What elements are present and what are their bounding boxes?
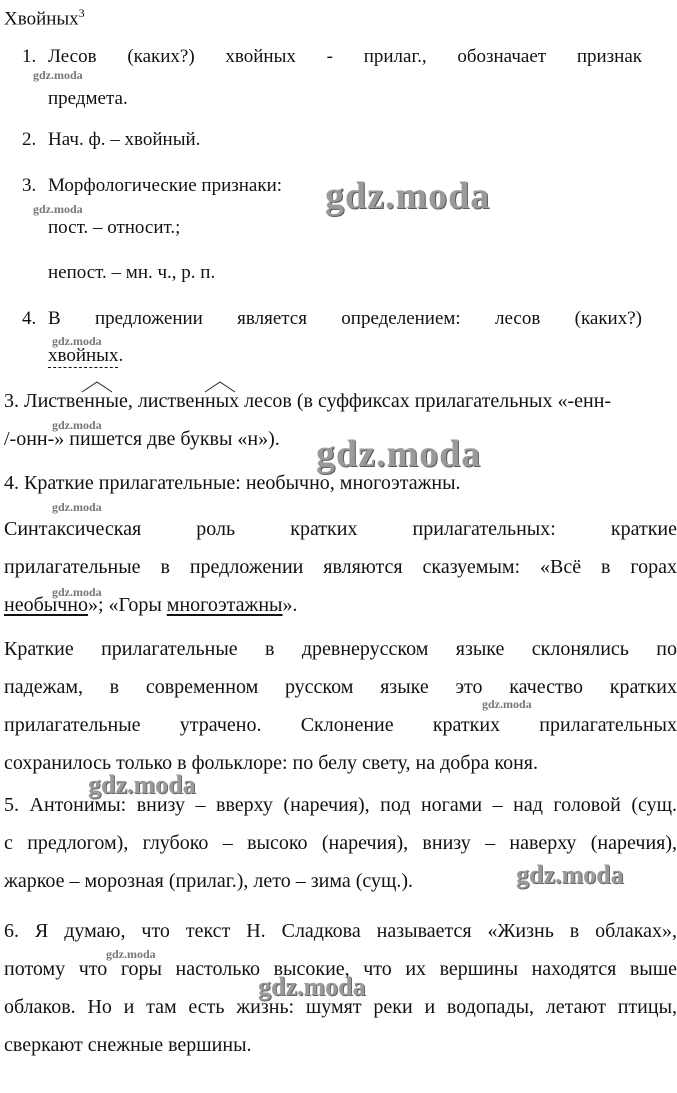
watermark-small-2: gdz.moda (33, 202, 83, 216)
watermark-small-7: gdz.moda (482, 697, 532, 711)
title-word: Хвойных (4, 8, 79, 30)
analysis-item-1 (22, 46, 642, 68)
suffix-mark-2 (205, 382, 235, 392)
definition-word: хвойных (48, 345, 119, 366)
analysis-item-4 (22, 308, 642, 330)
history-line-3: прилагательные утрачено. Склонение кратких прилагательных (4, 714, 677, 736)
watermark-large-1: gdz.moda (325, 175, 491, 217)
syntax-line-2: прилагательные в предложении являются сказуемым: «Всё в горах (4, 556, 677, 578)
watermark-small-5: gdz.moda (52, 500, 102, 514)
task-3-line-2: /-онн-» пишется две буквы «н»). (4, 428, 280, 450)
watermark-large-2: gdz.moda (316, 433, 482, 475)
history-paragraph (4, 630, 677, 782)
analysis-item-3: 3. Морфологические признаки: (22, 175, 283, 196)
watermark-small-4: gdz.moda (52, 418, 102, 432)
watermark-medium-3: gdz.moda (258, 972, 366, 1001)
footnote-mark: 3 (78, 6, 85, 20)
section-title (4, 2, 85, 30)
watermark-small-6: gdz.moda (52, 585, 102, 599)
task-3-line-1: 3. Лиственные, лиственных лесов (в суффиксах прилагательных «-енн- (4, 390, 612, 412)
essay-line-2: потому что горы настолько высокие, что их вершины находятся выше (4, 958, 677, 980)
suffix-mark-1 (82, 382, 112, 392)
antonyms-line-3: жаркое – морозная (прилаг.), лето – зима (сущ.). (4, 870, 414, 892)
watermark-small-8: gdz.moda (106, 947, 156, 961)
essay-line-3: облаков. Но и там есть жизнь: шумят реки и водопады, летают птицы, (4, 996, 677, 1018)
watermark-small-1: gdz.moda (33, 68, 83, 82)
constant-features: пост. – относит.; (48, 217, 181, 238)
suffix-nn-2: нн (194, 390, 216, 412)
suffix-nn-1: нн (84, 390, 106, 412)
syntax-line-3: необычно»; «Горы многоэтажны». (4, 594, 298, 616)
antonyms-line-1: 5. Антонимы: внизу – вверху (наречия), под ногами – над головой (сущ. (4, 794, 677, 816)
history-line-2: падежам, в современном русском языке это качество кратких (4, 676, 677, 698)
watermark-medium-2: gdz.moda (516, 860, 624, 889)
history-line-4: сохранилось только в фольклоре: по белу свету, на добра коня. (4, 752, 538, 774)
item-1-line-2: предмета. (48, 88, 128, 109)
watermark-medium-1: gdz.moda (88, 770, 196, 799)
watermark-small-3: gdz.moda (52, 334, 102, 348)
suffix-marks (0, 378, 677, 394)
task-4-line-1: 4. Краткие прилагательные: необычно, многоэтажны. (4, 472, 461, 494)
variable-features: непост. – мн. ч., р. п. (48, 262, 216, 283)
history-line-1: Краткие прилагательные в древнерусском языке склонялись по (4, 638, 677, 660)
antonyms-line-2: с предлогом), глубоко – высоко (наречия), внизу – наверху (наречия), (4, 832, 677, 854)
essay-line-1: 6. Я думаю, что текст Н. Сладкова называется «Жизнь в облаках», (4, 920, 677, 942)
item-4-line-2: хвойных. (48, 345, 124, 366)
syntax-line-1: Синтаксическая роль кратких прилагательных: краткие (4, 518, 677, 540)
item-4-line-1: 4. В предложении является определением: лесов (каких?) (22, 308, 642, 329)
item-1-line-1: 1. Лесов (каких?) хвойных - прилаг., обозначает признак (22, 46, 642, 67)
syntax-paragraph (4, 510, 677, 624)
essay-line-4: сверкают снежные вершины. (4, 1034, 252, 1056)
analysis-item-2: 2. Нач. ф. – хвойный. (22, 129, 201, 150)
